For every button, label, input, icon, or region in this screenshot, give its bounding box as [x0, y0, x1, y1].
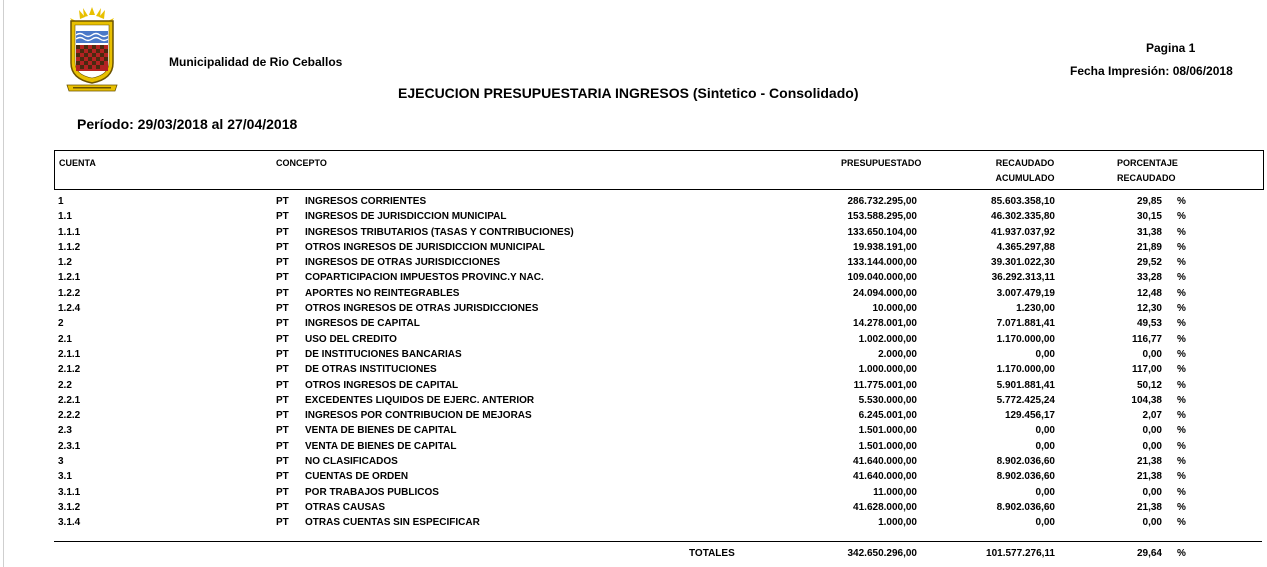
table-row — [0, 301, 1267, 316]
column-header-porcentaje-recaudado: RECAUDADO — [1117, 173, 1176, 183]
row-concepto: INGRESOS POR CONTRIBUCION DE MEJORAS — [305, 410, 532, 422]
table-row — [0, 286, 1267, 301]
row-percent-sign: % — [1177, 348, 1186, 360]
row-porcentaje: 0,00 — [1142, 440, 1162, 452]
row-presupuestado: 24.094.000,00 — [853, 287, 917, 299]
table-row — [0, 255, 1267, 270]
row-concepto: APORTES NO REINTEGRABLES — [305, 287, 460, 299]
municipality-name: Municipalidad de Rio Ceballos — [169, 55, 343, 69]
table-row — [0, 240, 1267, 255]
row-presupuestado: 11.000,00 — [873, 486, 917, 498]
row-presupuestado: 6.245.001,00 — [858, 410, 917, 422]
column-header-porcentaje: PORCENTAJE — [1117, 158, 1178, 168]
municipal-coat-of-arms-icon — [65, 7, 119, 93]
row-recaudado: 8.902.036,60 — [996, 471, 1055, 483]
row-porcentaje: 29,52 — [1136, 257, 1162, 269]
row-concepto: OTROS INGRESOS DE CAPITAL — [305, 379, 459, 391]
row-concepto: EXCEDENTES LIQUIDOS DE EJERC. ANTERIOR — [305, 394, 535, 406]
row-percent-sign: % — [1177, 486, 1186, 498]
row-tipo: PT — [276, 410, 289, 422]
table-row — [0, 378, 1267, 393]
column-header-concepto: CONCEPTO — [276, 158, 327, 168]
table-row — [0, 485, 1267, 500]
row-recaudado: 0,00 — [1035, 348, 1055, 360]
row-porcentaje: 21,89 — [1136, 241, 1162, 253]
row-porcentaje: 0,00 — [1142, 348, 1162, 360]
row-porcentaje: 31,38 — [1136, 226, 1162, 238]
row-cuenta: 2.2 — [58, 379, 72, 391]
row-percent-sign: % — [1177, 272, 1186, 284]
row-concepto: OTROS INGRESOS DE OTRAS JURISDICCIONES — [305, 303, 539, 315]
row-presupuestado: 41.640.000,00 — [853, 456, 917, 468]
row-porcentaje: 117,00 — [1131, 364, 1162, 376]
column-header-cuenta: CUENTA — [59, 158, 96, 168]
table-row — [0, 469, 1267, 484]
row-percent-sign: % — [1177, 226, 1186, 238]
row-recaudado: 4.365.297,88 — [996, 241, 1055, 253]
row-percent-sign: % — [1177, 456, 1186, 468]
row-percent-sign: % — [1177, 241, 1186, 253]
row-presupuestado: 133.144.000,00 — [847, 257, 917, 269]
row-presupuestado: 286.732.295,00 — [847, 196, 917, 207]
row-presupuestado: 133.650.104,00 — [847, 226, 917, 238]
row-recaudado: 1.170.000,00 — [996, 364, 1055, 376]
table-row — [0, 316, 1267, 331]
table-row — [0, 439, 1267, 454]
row-tipo: PT — [276, 348, 289, 360]
row-presupuestado: 153.588.295,00 — [847, 211, 917, 223]
row-recaudado: 0,00 — [1035, 425, 1055, 437]
totals-divider — [54, 541, 1262, 542]
row-cuenta: 3.1.4 — [58, 517, 81, 529]
row-tipo: PT — [276, 456, 289, 468]
row-recaudado: 41.937.037,92 — [991, 226, 1055, 238]
row-percent-sign: % — [1177, 379, 1186, 391]
row-recaudado: 8.902.036,60 — [996, 501, 1055, 513]
row-tipo: PT — [276, 303, 289, 315]
row-cuenta: 1.2 — [58, 257, 72, 269]
row-cuenta: 1.1.2 — [58, 241, 81, 253]
row-porcentaje: 116,77 — [1131, 333, 1162, 345]
row-porcentaje: 30,15 — [1136, 211, 1162, 223]
row-percent-sign: % — [1177, 196, 1186, 207]
row-tipo: PT — [276, 318, 289, 330]
row-percent-sign: % — [1177, 501, 1186, 513]
row-cuenta: 2.3 — [58, 425, 72, 437]
table-row — [0, 270, 1267, 285]
row-porcentaje: 0,00 — [1142, 425, 1162, 437]
row-cuenta: 2.3.1 — [58, 440, 81, 452]
row-recaudado: 0,00 — [1035, 486, 1055, 498]
row-recaudado: 1.230,00 — [1016, 303, 1055, 315]
row-recaudado: 0,00 — [1035, 517, 1055, 529]
row-recaudado: 85.603.358,10 — [991, 196, 1055, 207]
row-percent-sign: % — [1177, 471, 1186, 483]
row-concepto: USO DEL CREDITO — [305, 333, 397, 345]
row-percent-sign: % — [1177, 287, 1186, 299]
row-porcentaje: 33,28 — [1136, 272, 1162, 284]
row-porcentaje: 104,38 — [1131, 394, 1162, 406]
row-tipo: PT — [276, 471, 289, 483]
row-tipo: PT — [276, 241, 289, 253]
totals-label: TOTALES — [689, 548, 735, 559]
table-row — [0, 209, 1267, 224]
row-porcentaje: 0,00 — [1142, 486, 1162, 498]
row-cuenta: 1.1.1 — [58, 226, 81, 238]
row-tipo: PT — [276, 517, 289, 529]
table-row — [0, 423, 1267, 438]
row-recaudado: 39.301.022,30 — [991, 257, 1055, 269]
row-cuenta: 2 — [58, 318, 64, 330]
row-presupuestado: 109.040.000,00 — [847, 272, 917, 284]
row-percent-sign: % — [1177, 364, 1186, 376]
row-concepto: VENTA DE BIENES DE CAPITAL — [305, 440, 457, 452]
row-porcentaje: 12,30 — [1136, 303, 1162, 315]
table-row — [0, 225, 1267, 240]
row-cuenta: 2.1.1 — [58, 348, 81, 360]
row-tipo: PT — [276, 379, 289, 391]
row-tipo: PT — [276, 394, 289, 406]
row-tipo: PT — [276, 333, 289, 345]
row-concepto: CUENTAS DE ORDEN — [305, 471, 409, 483]
page-number: Pagina 1 — [1146, 41, 1196, 55]
totals-recaudado: 101.577.276,11 — [986, 548, 1055, 559]
row-cuenta: 1.2.4 — [58, 303, 81, 315]
row-porcentaje: 29,85 — [1136, 196, 1162, 207]
row-porcentaje: 49,53 — [1136, 318, 1162, 330]
row-percent-sign: % — [1177, 318, 1186, 330]
row-concepto: COPARTICIPACION IMPUESTOS PROVINC.Y NAC. — [305, 272, 544, 284]
row-concepto: NO CLASIFICADOS — [305, 456, 398, 468]
row-concepto: INGRESOS TRIBUTARIOS (TASAS Y CONTRIBUCIONES) — [305, 226, 574, 238]
row-concepto: INGRESOS DE OTRAS JURISDICCIONES — [305, 257, 501, 269]
row-concepto: INGRESOS DE CAPITAL — [305, 318, 420, 330]
row-tipo: PT — [276, 501, 289, 513]
column-header-presupuestado: PRESUPUESTADO — [841, 158, 922, 168]
row-presupuestado: 14.278.001,00 — [853, 318, 917, 330]
row-presupuestado: 1.501.000,00 — [858, 440, 917, 452]
row-cuenta: 1.2.1 — [58, 272, 81, 284]
row-recaudado: 8.902.036,60 — [996, 456, 1055, 468]
column-header-acumulado: ACUMULADO — [995, 173, 1055, 183]
table-header — [54, 150, 1264, 190]
row-porcentaje: 2,07 — [1142, 410, 1162, 422]
row-tipo: PT — [276, 287, 289, 299]
row-tipo: PT — [276, 440, 289, 452]
report-title: EJECUCION PRESUPUESTARIA INGRESOS (Sintetico - Consolidado) — [398, 85, 859, 101]
row-cuenta: 2.2.2 — [58, 410, 81, 422]
row-cuenta: 2.1 — [58, 333, 72, 345]
row-presupuestado: 2.000,00 — [878, 348, 917, 360]
row-recaudado: 36.292.313,11 — [991, 272, 1055, 284]
row-presupuestado: 11.775.001,00 — [853, 379, 917, 391]
row-presupuestado: 1.000,00 — [878, 517, 917, 529]
row-tipo: PT — [276, 196, 289, 207]
row-presupuestado: 19.938.191,00 — [853, 241, 917, 253]
row-percent-sign: % — [1177, 440, 1186, 452]
row-recaudado: 46.302.335,80 — [991, 211, 1055, 223]
row-percent-sign: % — [1177, 257, 1186, 269]
row-presupuestado: 5.530.000,00 — [858, 394, 917, 406]
row-recaudado: 129.456,17 — [1004, 410, 1055, 422]
row-cuenta: 3.1.1 — [58, 486, 81, 498]
row-cuenta: 1.1 — [58, 211, 72, 223]
row-percent-sign: % — [1177, 211, 1186, 223]
table-row — [0, 194, 1267, 209]
row-concepto: DE OTRAS INSTITUCIONES — [305, 364, 437, 376]
table-row — [0, 515, 1267, 530]
row-percent-sign: % — [1177, 517, 1186, 529]
totals-porcentaje: 29,64 — [1136, 548, 1162, 559]
table-row — [0, 393, 1267, 408]
row-percent-sign: % — [1177, 425, 1186, 437]
row-porcentaje: 12,48 — [1136, 287, 1162, 299]
totals-row — [0, 546, 1267, 561]
row-cuenta: 3 — [58, 456, 64, 468]
row-recaudado: 7.071.881,41 — [996, 318, 1055, 330]
row-tipo: PT — [276, 257, 289, 269]
table-row — [0, 500, 1267, 515]
row-cuenta: 2.1.2 — [58, 364, 81, 376]
row-percent-sign: % — [1177, 394, 1186, 406]
row-percent-sign: % — [1177, 410, 1186, 422]
row-recaudado: 5.901.881,41 — [996, 379, 1055, 391]
row-porcentaje: 21,38 — [1136, 471, 1162, 483]
row-presupuestado: 1.501.000,00 — [858, 425, 917, 437]
row-cuenta: 3.1.2 — [58, 501, 81, 513]
row-concepto: OTROS INGRESOS DE JURISDICCION MUNICIPAL — [305, 241, 545, 253]
row-concepto: OTRAS CAUSAS — [305, 501, 386, 513]
row-porcentaje: 21,38 — [1136, 501, 1162, 513]
row-cuenta: 3.1 — [58, 471, 72, 483]
row-concepto: DE INSTITUCIONES BANCARIAS — [305, 348, 462, 360]
budget-rows — [0, 194, 1267, 531]
row-percent-sign: % — [1177, 303, 1186, 315]
row-cuenta: 1 — [58, 196, 64, 207]
totals-percent-sign: % — [1177, 548, 1186, 559]
row-concepto: VENTA DE BIENES DE CAPITAL — [305, 425, 457, 437]
row-presupuestado: 41.628.000,00 — [853, 501, 917, 513]
row-tipo: PT — [276, 364, 289, 376]
row-concepto: OTRAS CUENTAS SIN ESPECIFICAR — [305, 517, 480, 529]
report-period: Período: 29/03/2018 al 27/04/2018 — [77, 116, 298, 132]
row-porcentaje: 50,12 — [1136, 379, 1162, 391]
row-concepto: POR TRABAJOS PUBLICOS — [305, 486, 439, 498]
row-cuenta: 2.2.1 — [58, 394, 81, 406]
row-presupuestado: 1.002.000,00 — [858, 333, 917, 345]
row-presupuestado: 41.640.000,00 — [853, 471, 917, 483]
table-row — [0, 408, 1267, 423]
table-row — [0, 362, 1267, 377]
table-row — [0, 332, 1267, 347]
row-cuenta: 1.2.2 — [58, 287, 81, 299]
row-tipo: PT — [276, 486, 289, 498]
row-tipo: PT — [276, 226, 289, 238]
row-tipo: PT — [276, 211, 289, 223]
row-concepto: INGRESOS DE JURISDICCION MUNICIPAL — [305, 211, 507, 223]
column-header-recaudado: RECAUDADO — [995, 158, 1055, 168]
row-recaudado: 3.007.479,19 — [996, 287, 1055, 299]
row-concepto: INGRESOS CORRIENTES — [305, 196, 427, 207]
table-row — [0, 454, 1267, 469]
row-recaudado: 1.170.000,00 — [996, 333, 1055, 345]
row-porcentaje: 21,38 — [1136, 456, 1162, 468]
row-presupuestado: 1.000.000,00 — [858, 364, 917, 376]
row-percent-sign: % — [1177, 333, 1186, 345]
table-row — [0, 347, 1267, 362]
row-porcentaje: 0,00 — [1142, 517, 1162, 529]
row-tipo: PT — [276, 272, 289, 284]
row-recaudado: 5.772.425,24 — [996, 394, 1055, 406]
row-presupuestado: 10.000,00 — [872, 303, 917, 315]
row-tipo: PT — [276, 425, 289, 437]
totals-presupuestado: 342.650.296,00 — [847, 548, 917, 559]
print-date: Fecha Impresión: 08/06/2018 — [1070, 64, 1233, 78]
row-recaudado: 0,00 — [1035, 440, 1055, 452]
